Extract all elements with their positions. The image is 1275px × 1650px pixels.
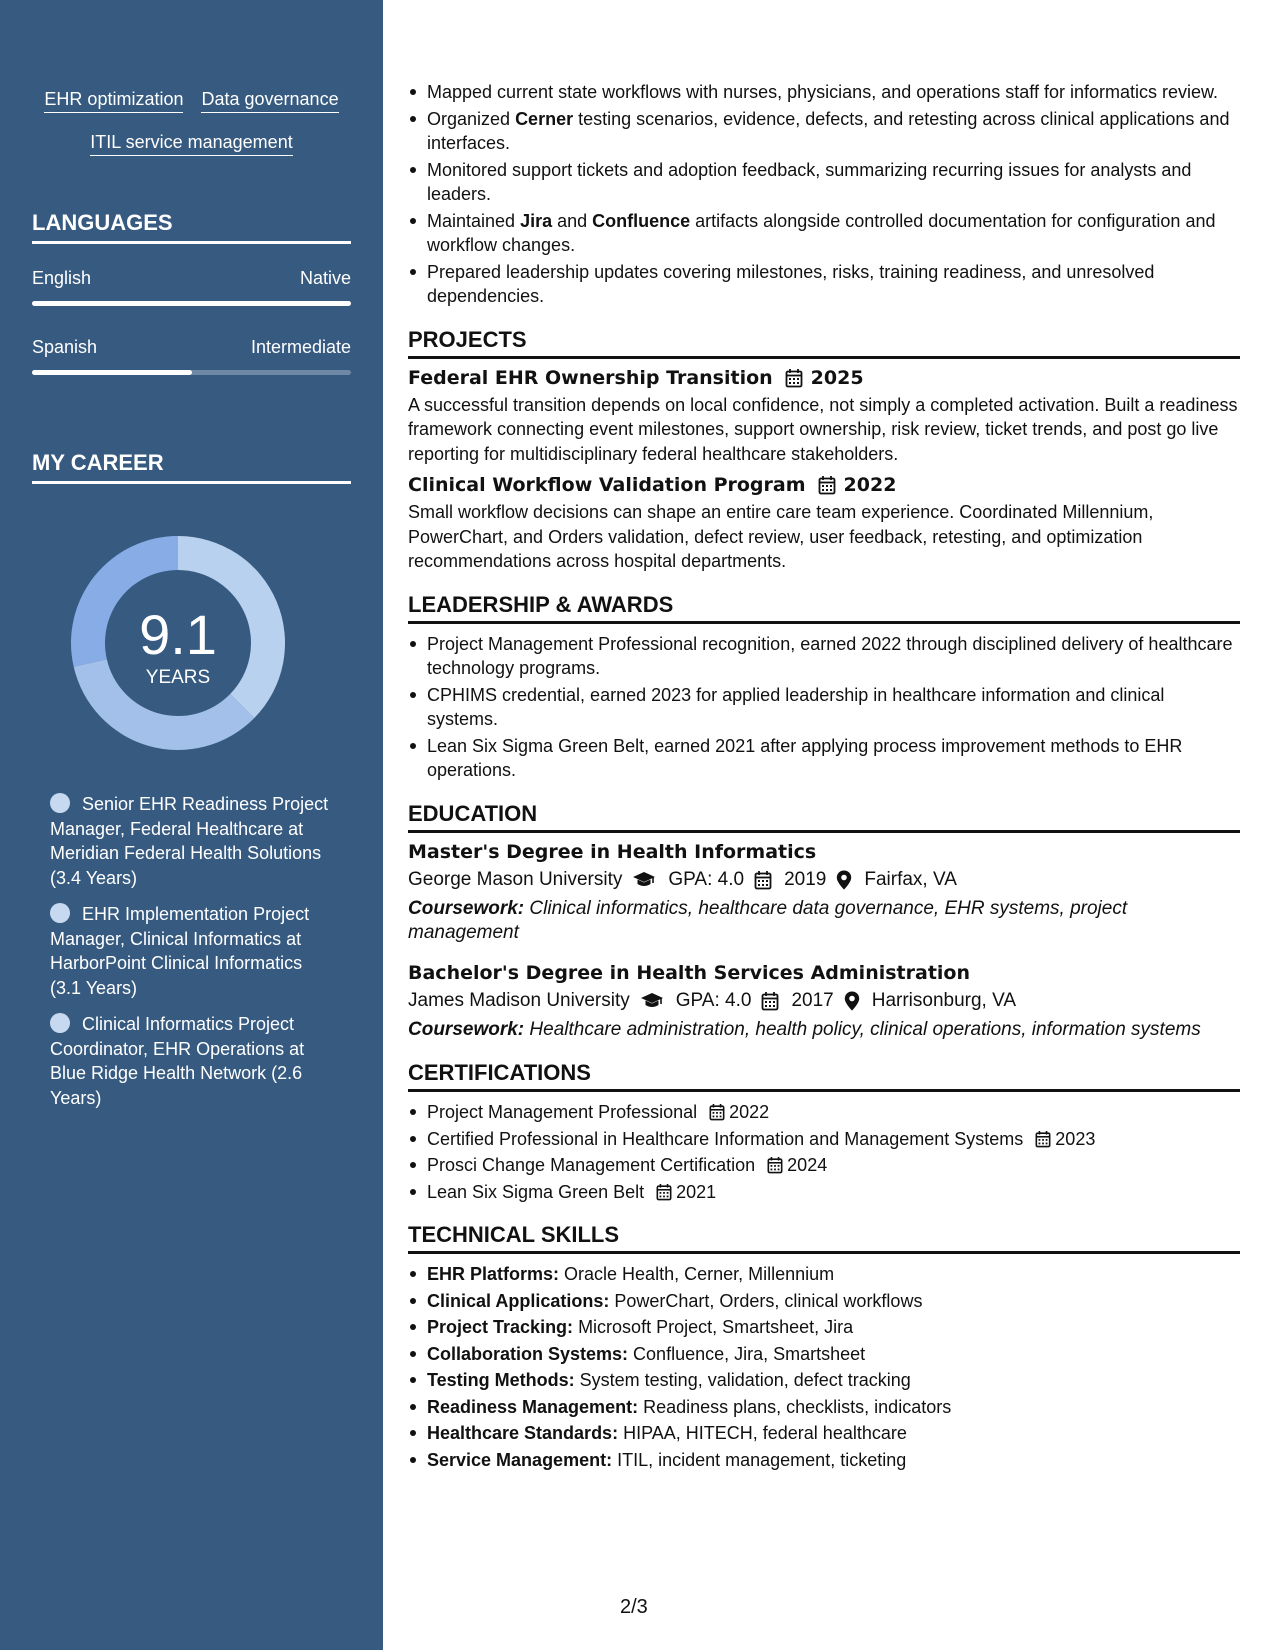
graduation-cap-icon [632, 871, 656, 889]
education-item [408, 841, 1240, 946]
career-item-text: Clinical Informatics Project Coordinator, EHR Operations at Blue Ridge Health Network (2.6 Years) [50, 1014, 305, 1108]
leadership-heading: LEADERSHIP & AWARDS [408, 592, 1240, 624]
calendar-icon [709, 1103, 725, 1121]
career-heading: MY CAREER [32, 450, 351, 484]
career-dot-icon [50, 793, 70, 813]
skill-values: Confluence, Jira, Smartsheet [628, 1343, 866, 1364]
leadership-item: Lean Six Sigma Green Belt, earned 2021 after applying process improvement methods to EHR operations. [408, 734, 1240, 783]
certifications-list [408, 1100, 1240, 1204]
skill-category: Service Management: [427, 1449, 613, 1470]
certification-year: 2022 [729, 1102, 770, 1122]
skill-values: System testing, validation, defect tracking [574, 1370, 911, 1390]
graduation-year: 2019 [784, 868, 827, 890]
certification-item [408, 1100, 1240, 1125]
sidebar [0, 0, 383, 1650]
project-title: Federal EHR Ownership Transition [408, 366, 773, 389]
calendar-icon [785, 368, 803, 388]
skill-category: Collaboration Systems: [427, 1343, 629, 1364]
bullet-text: testing scenarios, evidence, defects, and retesting across clinical applications and interfaces. [427, 108, 1230, 153]
technical-skill-item [408, 1342, 1240, 1367]
certification-name: Certified Professional in Healthcare Information and Management Systems [427, 1128, 1024, 1149]
gpa: GPA: 4.0 [675, 989, 752, 1011]
bullet-text: Prepared leadership updates covering milestones, risks, training readiness, and unresolved dependencies. [427, 261, 1155, 306]
language-name: English [32, 268, 92, 288]
bullet-text: Mapped current state workflows with nurses, physicians, and operations staff for informatics review. [427, 82, 1219, 102]
skill-values: ITIL, incident management, ticketing [612, 1449, 907, 1470]
language-proficiency-fill [32, 370, 192, 375]
degree-title: Master's Degree in Health Informatics [408, 840, 817, 863]
coursework-label: Coursework: [408, 1018, 525, 1040]
gpa: GPA: 4.0 [668, 868, 745, 890]
skill-category: Healthcare Standards: [427, 1423, 619, 1443]
experience-bullet [408, 80, 1240, 105]
career-total-value: 9.1 [139, 603, 217, 666]
calendar-icon [761, 991, 779, 1011]
school-location: Harrisonburg, VA [871, 989, 1017, 1011]
skill-category: Readiness Management: [427, 1396, 639, 1417]
career-item-text: EHR Implementation Project Manager, Clinical Informatics at HarborPoint Clinical Informatics (3.1 Years) [50, 904, 310, 998]
project-item [408, 474, 1240, 574]
graduation-cap-icon [640, 992, 664, 1010]
bullet-text: and [552, 210, 593, 231]
calendar-icon [1035, 1130, 1051, 1148]
technical-skill-item [408, 1448, 1240, 1473]
skill-category: Project Tracking: [427, 1317, 574, 1337]
career-dot-icon [50, 1013, 70, 1033]
coursework [408, 1018, 1240, 1043]
school-location: Fairfax, VA [864, 868, 957, 890]
skill-values: Readiness plans, checklists, indicators [638, 1396, 952, 1417]
certification-name: Project Management Professional [427, 1102, 698, 1122]
bullet-keyword: Cerner [515, 108, 574, 129]
skill-tags [0, 88, 383, 174]
bullet-keyword: Confluence [592, 210, 691, 231]
skill-values: HIPAA, HITECH, federal healthcare [618, 1423, 907, 1443]
coursework [408, 897, 1240, 946]
coursework-label: Coursework: [408, 897, 525, 919]
certification-year: 2024 [787, 1155, 828, 1175]
location-pin-icon [836, 870, 852, 890]
technical-skill-item [408, 1368, 1240, 1393]
language-proficiency-bar [32, 370, 351, 375]
certification-year: 2021 [676, 1181, 717, 1202]
calendar-icon [754, 870, 772, 890]
bullet-keyword: Jira [520, 210, 553, 231]
calendar-icon [818, 475, 836, 495]
experience-bullet [408, 209, 1240, 258]
bullet-text: Maintained [427, 210, 521, 231]
languages-heading: LANGUAGES [32, 210, 351, 244]
certifications-heading: CERTIFICATIONS [408, 1060, 1240, 1092]
education-item [408, 962, 1240, 1043]
certification-item [408, 1127, 1240, 1152]
certification-item [408, 1180, 1240, 1205]
project-item [408, 367, 1240, 467]
skill-category: Testing Methods: [427, 1370, 575, 1390]
graduation-year: 2017 [791, 989, 834, 1011]
career-item [50, 902, 335, 1000]
certification-item [408, 1153, 1240, 1178]
language-spanish [32, 337, 351, 375]
skill-tag: EHR optimization [44, 88, 183, 113]
coursework-text: Clinical informatics, healthcare data governance, EHR systems, project management [408, 897, 1128, 943]
career-list [50, 792, 335, 1122]
language-name: Spanish [32, 337, 98, 357]
leadership-list [408, 632, 1240, 783]
language-english [32, 268, 351, 306]
experience-bullet [408, 158, 1240, 207]
language-level: Intermediate [250, 337, 351, 357]
career-donut-chart [65, 530, 291, 756]
skill-values: Microsoft Project, Smartsheet, Jira [573, 1317, 854, 1337]
career-item [50, 792, 335, 890]
experience-bullet [408, 260, 1240, 309]
technical-skills-list [408, 1262, 1240, 1472]
project-description: A successful transition depends on local confidence, not simply a completed activation. Built a readiness framework connecting event milestones, support ownership, risk review, ticket trends, and post go live reporting for multidisciplinary federal healthcare stakeholders. [408, 394, 1238, 464]
skill-category: Clinical Applications: [427, 1290, 610, 1311]
experience-bullet [408, 107, 1240, 156]
bullet-text: artifacts alongside controlled documentation for configuration and workflow changes. [427, 210, 1216, 255]
project-description: Small workflow decisions can shape an entire care team experience. Coordinated Millennium, PowerChart, and Orders validation, defect review, user feedback, retesting, and optimization recommendations across hospital departments. [408, 502, 1154, 571]
project-title: Clinical Workflow Validation Program [408, 474, 806, 496]
leadership-item: Project Management Professional recognition, earned 2022 through disciplined delivery of healthcare technology programs. [408, 632, 1240, 681]
language-proficiency-fill [32, 301, 351, 306]
career-item-text: Senior EHR Readiness Project Manager, Federal Healthcare at Meridian Federal Health Solutions (3.4 Years) [50, 794, 329, 888]
language-level: Native [299, 268, 351, 288]
skill-tag: Data governance [201, 88, 338, 113]
location-pin-icon [844, 991, 860, 1011]
school-name: George Mason University [408, 868, 623, 890]
technical-skill-item [408, 1262, 1240, 1287]
skill-tag: ITIL service management [90, 131, 292, 156]
experience-bullets [408, 80, 1240, 309]
projects-heading: PROJECTS [408, 327, 1240, 359]
calendar-icon [767, 1156, 783, 1174]
language-proficiency-bar [32, 301, 351, 306]
technical-skill-item [408, 1315, 1240, 1340]
skill-values: PowerChart, Orders, clinical workflows [609, 1290, 923, 1311]
technical-skill-item [408, 1289, 1240, 1314]
calendar-icon [656, 1183, 672, 1201]
certification-name: Prosci Change Management Certification [427, 1155, 756, 1175]
bullet-text: Organized [427, 108, 516, 129]
career-total-unit: YEARS [145, 667, 211, 688]
bullet-text: Monitored support tickets and adoption feedback, summarizing recurring issues for analysts and leaders. [427, 159, 1192, 204]
certification-name: Lean Six Sigma Green Belt [427, 1181, 645, 1202]
leadership-item: CPHIMS credential, earned 2023 for applied leadership in healthcare information and clinical systems. [408, 683, 1240, 732]
technical-skills-heading: TECHNICAL SKILLS [408, 1222, 1240, 1254]
skill-category: EHR Platforms: [427, 1264, 560, 1284]
technical-skill-item [408, 1395, 1240, 1420]
school-name: James Madison University [408, 989, 630, 1011]
career-item [50, 1012, 335, 1110]
certification-year: 2023 [1055, 1128, 1096, 1149]
project-year: 2022 [843, 474, 897, 496]
career-dot-icon [50, 903, 70, 923]
degree-title: Bachelor's Degree in Health Services Administration [408, 961, 970, 984]
coursework-text: Healthcare administration, health policy, clinical operations, information systems [524, 1018, 1201, 1040]
skill-values: Oracle Health, Cerner, Millennium [559, 1264, 835, 1284]
main-content [408, 80, 1240, 1474]
technical-skill-item [408, 1421, 1240, 1446]
education-heading: EDUCATION [408, 801, 1240, 833]
project-year: 2025 [810, 366, 864, 389]
page-number: 2/3 [620, 1596, 648, 1618]
